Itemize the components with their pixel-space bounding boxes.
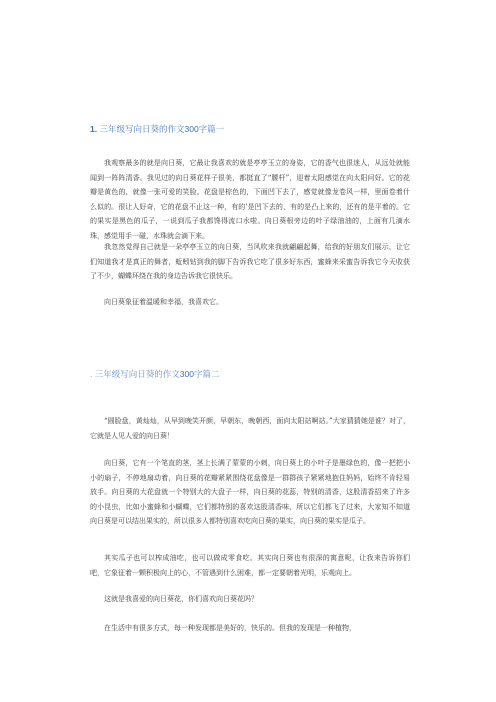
section-2-paragraph: 向日葵，它有一个笔直的茎，茎上长满了蒙蒙的小刺，向日葵上的小叶子是墨绿色的，像一把把小小的扇子，不停地扇动着，向日葵的花瓣紧紧围绕花盘像是一群群孩子紧紧地抱住妈妈，始终不肯轻易放手。向日葵的大花盘就一个特别大的大盘子一样，向日葵的花蕊，特别的清香，这股清香招来了许多的小昆虫，比如小蜜蜂和小蝴蝶，它们都特别的喜欢这股清香味，所以它们都飞了过来，大家知不知道向日葵是可以结出果实的，所以很多人都特别喜欢吃向日葵的果实，向日葵的果实是瓜子。 — [90, 459, 410, 526]
section-1-title-num: 300 — [184, 124, 199, 134]
section-1-paragraph: 我忽然觉得自己就是一朵亭亭玉立的向日葵，当风吹来我就翩翩起舞，给我的好朋友们展示，让它们知道我才是真正的舞者，蚯蚓钻到我的脚下告诉我它吃了很多好东西，蜜蜂来采蜜告诉我它今天收获了不少，蝴蝶环绕在我的身边告诉我它很快乐。 — [90, 243, 410, 281]
section-2-paragraph: 在生活中有很多方式，每一种发现都是美好的，快乐的。但我的发现是一种植物， — [104, 624, 356, 632]
section-1-heading — [90, 123, 224, 135]
section-2-paragraph: 这就是我喜爱的向日葵花，你们喜欢向日葵花吗？ — [104, 595, 258, 603]
section-1-paragraph: 我观察最多的就是向日葵，它最让我喜欢的就是亭亭玉立的身姿，它的香气也很迷人，从远处就能闻到一阵阵清香。我见过的向日葵花样子很美，都挺直了“腰杆”，迎着太阳感觉在向太阳问好。它的花瓣是黄色的，就像一张可爱的笑脸。花盘是棕色的，下面凹下去了，感觉就像龙卷风一样，里面卷着什么似的。很让人好奇，它的花盘不止这一种，有的’是凹下去的，有的是凸上来的，还有的是平着的。它的果实是黑色的瓜子，一说到瓜子我都馋得流口水啦。向日葵根旁边的叶子绿油油的，上面有几滴水珠，感觉用手一碰，水珠就会滴下来。 — [90, 159, 410, 240]
section-2-paragraph: “圆脸盘，黄灿灿，从早到晚笑开颜，早朝东，晚朝西，面向太阳站啊站。”大家猜猜她是谁？对了，它就是人见人爱的向日葵！ — [90, 417, 410, 440]
section-1-title-suffix: 字篇一 — [198, 124, 225, 134]
section-2-paragraph: 其实瓜子也可以榨成油吃，也可以做成零食吃。其实向日葵也有很深的寓意呢，让我来告诉你们吧，它象征着一颗积极向上的心，不管遇到什么困难，都一定要朝着光明，乐观向上。 — [90, 554, 410, 577]
section-1-title-prefix: 三年级写向日葵的作文 — [99, 124, 185, 134]
section-2-number: . — [90, 369, 93, 379]
section-2-title-suffix: 字篇二 — [193, 369, 220, 379]
section-1-paragraph: 向日葵象征着温暖和幸福，我喜欢它。 — [104, 298, 223, 306]
section-2-title-num: 300 — [179, 369, 194, 379]
section-1-number: 1. — [90, 124, 98, 134]
section-2-heading — [90, 368, 219, 380]
section-2-title-prefix: 三年级写向日葵的作文 — [94, 369, 180, 379]
